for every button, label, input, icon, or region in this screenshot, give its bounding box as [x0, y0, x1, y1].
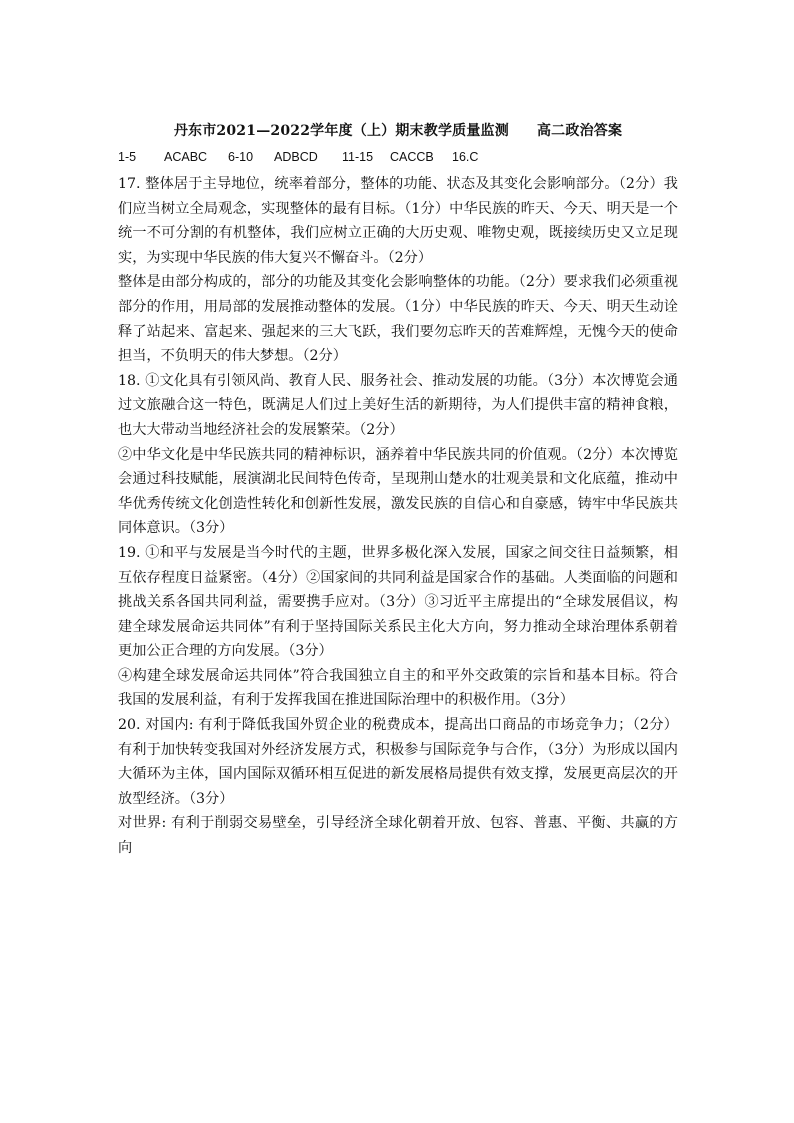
paragraph-20a: 20. 对国内: 有利于降低我国外贸企业的税费成本，提高出口商品的市场竞争力；（2分）有利于加快转变我国对外经济发展方式，积极参与国际竞争与合作，（3分）为形成以国内大循环为主体，国内国际双循环相互促进的新发展格局提供有效支撑，发展更高层次的开放型经济。（3分） [118, 717, 678, 807]
paragraph-19a: 19. ①和平与发展是当今时代的主题，世界多极化深入发展，国家之间交往日益频繁，相互依存程度日益紧密。（4分）②国家间的共同利益是国家合作的基础。人类面临的问题和挑战关系各国共同利益，需要携手应对。（3分）③习近平主席提出的“全球发展倡议，构建全球发展命运共同体”有利于坚持国际关系民主化大方向，努力推动全球治理体系朝着更加公正合理的方向发展。（3分） [118, 544, 678, 660]
exam-subtitle: 高二政治答案 [536, 123, 623, 139]
paragraph-18a: 18. ①文化具有引领风尚、教育人民、服务社会、推动发展的功能。（3分）本次博览会通过文旅融合这一特色，既满足人们过上美好生活的新期待，为人们提供丰富的精神食粮，也大大带动当地经济社会的发展繁荣。（2分） [118, 372, 678, 438]
exam-title: 丹东市2021—2022学年度（上）期末教学质量监测 [173, 123, 509, 139]
paragraph-17a: 17. 整体居于主导地位，统率着部分，整体的功能、状态及其变化会影响部分。（2分）我们应当树立全局观念，实现整体的最有目标。（1分）中华民族的昨天、今天、明天是一个统一不可分割的有机整体，我们应树立正确的大历史观、唯物史观，既接续历史又立足现实，为实现中华民族的伟大复兴不懈奋斗。（2分） [118, 176, 678, 266]
answer-key: ACABC [164, 150, 208, 164]
answer-range: 11-15 [342, 150, 374, 164]
paragraph-20b: 对世界: 有利于削弱交易壁垒，引导经济全球化朝着开放、包容、普惠、平衡、共赢的方向 [118, 815, 678, 857]
document-title [118, 120, 678, 140]
answer-key: ADBCD [274, 150, 318, 164]
answer-key: .C [465, 150, 479, 164]
paragraph-18b: ②中华文化是中华民族共同的精神标识，涵养着中华民族共同的价值观。（2分）本次博览会通过科技赋能，展演湖北民间特色传奇，呈现荆山楚水的壮观美景和文化底蕴，推动中华优秀传统文化创造性转化和创新性发展，激发民族的自信心和自豪感，铸牢中华民族共同体意识。（3分） [118, 446, 678, 537]
multiple-choice-answers [118, 150, 678, 164]
answer-key: CACCB [390, 150, 434, 164]
answer-range: 1-5 [118, 150, 137, 164]
answer-range: 16 [452, 150, 466, 164]
paragraph-17b: 整体是由部分构成的，部分的功能及其变化会影响整体的功能。（2分）要求我们必须重视部分的作用，用局部的发展推动整体的发展。（1分）中华民族的昨天、今天、明天生动诠释了站起来、富起来、强起来的三大飞跃，我们要勿忘昨天的苦难辉煌，无愧今天的使命担当，不负明天的伟大梦想。（2分） [118, 274, 678, 365]
paragraph-19b: ④构建全球发展命运共同体”符合我国独立自主的和平外交政策的宗旨和基本目标。符合我国的发展利益，有利于发挥我国在推进国际治理中的积极作用。（3分） [118, 667, 678, 709]
answer-range: 6-10 [228, 150, 254, 164]
answer-sheet [118, 120, 678, 861]
